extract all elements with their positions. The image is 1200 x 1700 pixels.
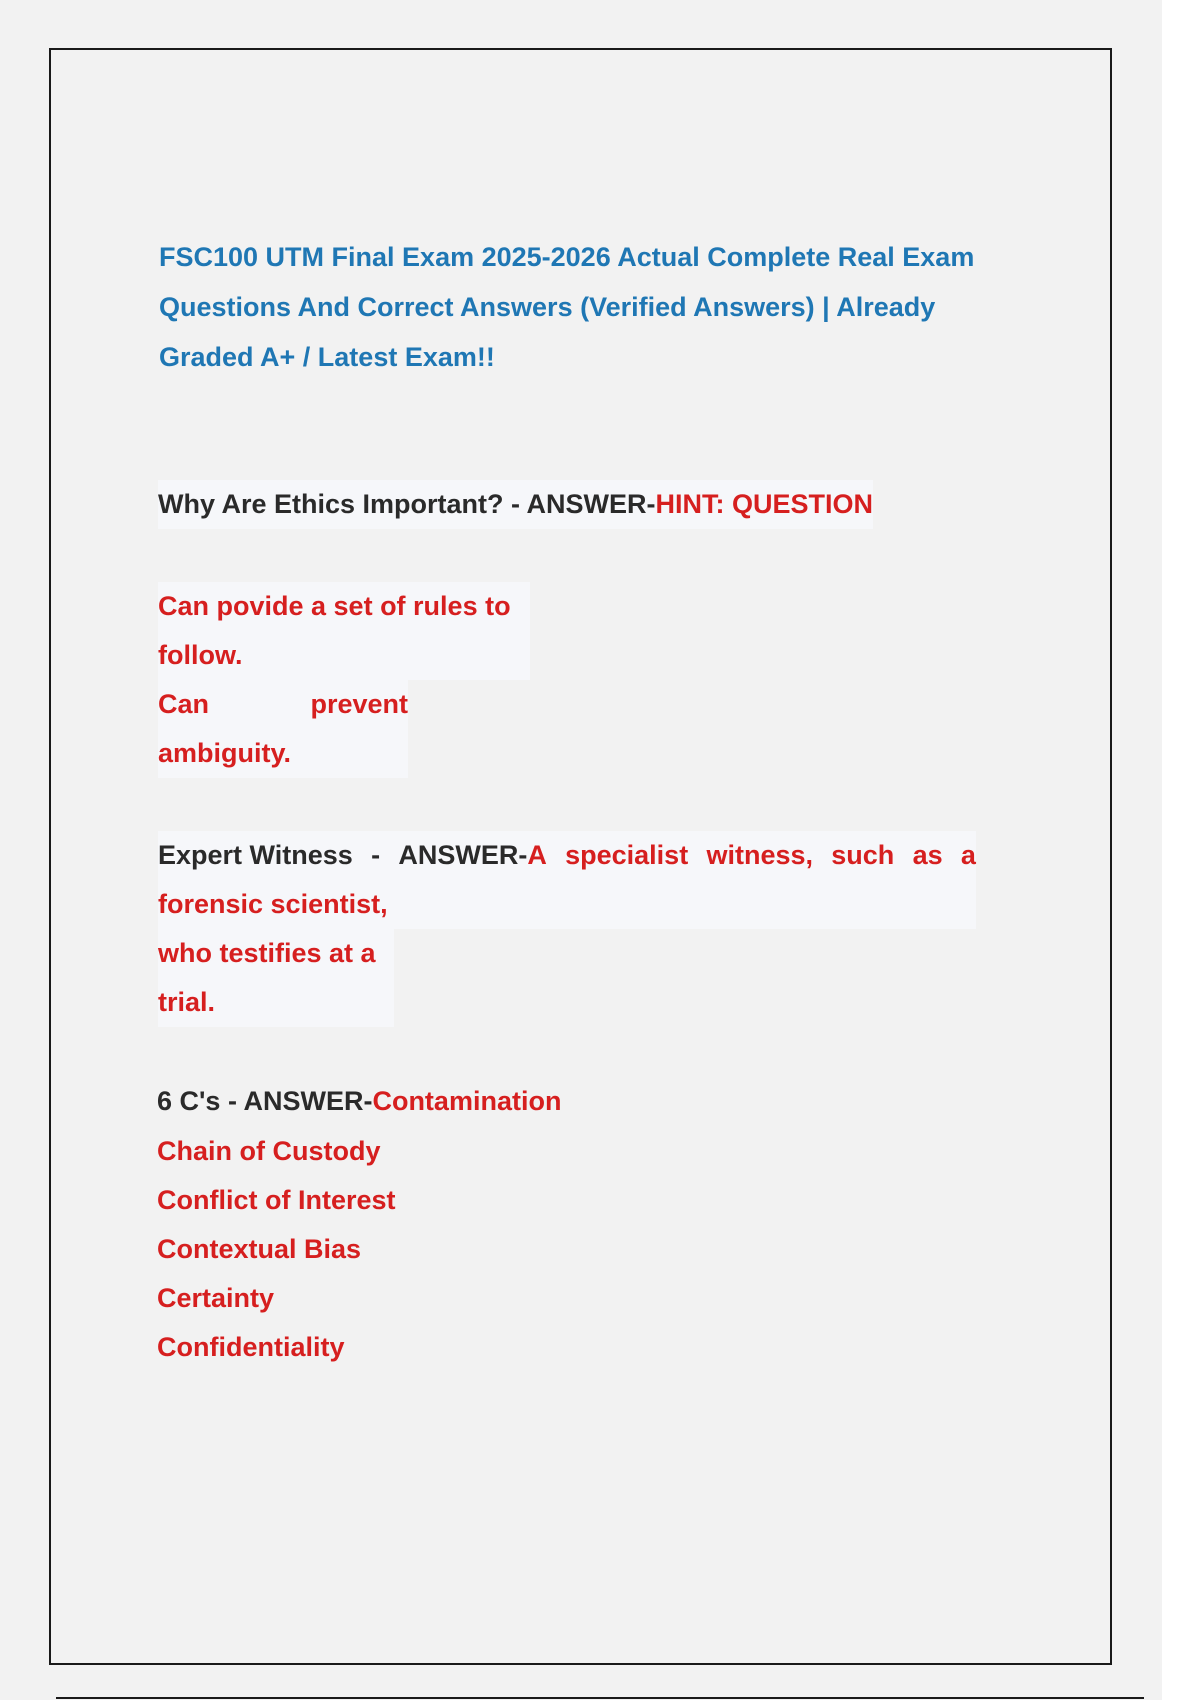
list-item: Conflict of Interest	[157, 1185, 396, 1215]
list-item: Chain of Custody	[157, 1136, 381, 1166]
answer-line: who testifies at a	[158, 938, 376, 968]
answer-six-cs-list	[157, 1127, 396, 1372]
viewer-right-margin	[1162, 0, 1200, 1700]
answer-word: a	[960, 840, 976, 870]
list-item: Certainty	[157, 1283, 275, 1313]
answer-word: witness,	[706, 840, 814, 870]
answer-line: follow.	[158, 640, 243, 670]
answer-block-ambiguity	[158, 680, 408, 778]
question-term: Why Are Ethics Important?	[158, 489, 504, 519]
question-six-cs	[157, 1077, 561, 1126]
answer-word: as	[912, 840, 943, 870]
answer-marker: -	[371, 840, 381, 870]
question-term: 6 C's	[157, 1086, 221, 1116]
document-title: FSC100 UTM Final Exam 2025-2026 Actual Complete Real Exam Questions And Correct Answers (Verified Answers) | Already Graded A+ / Latest Exam!!	[159, 242, 975, 372]
list-item: Contextual Bias	[157, 1234, 362, 1264]
answer-block-rules	[158, 582, 530, 680]
answer-line: trial.	[158, 987, 216, 1017]
answer-line-justified	[158, 680, 408, 729]
answer-ethics	[158, 582, 530, 778]
answer-word: such	[831, 840, 895, 870]
next-page-top-edge	[56, 1697, 1144, 1699]
answer-first-line: Contamination	[372, 1086, 562, 1116]
answer-marker: - ANSWER-	[227, 1086, 373, 1116]
answer-word: prevent	[310, 689, 408, 719]
answer-marker-label: ANSWER-A	[398, 840, 547, 870]
answer-expert-witness	[158, 880, 976, 1027]
question-expert-witness	[158, 831, 976, 880]
answer-first-line: HINT: QUESTION	[655, 489, 874, 519]
question-ethics	[158, 480, 873, 529]
question-term: Expert Witness	[158, 840, 353, 870]
answer-word: specialist	[565, 840, 689, 870]
answer-line: ambiguity.	[158, 738, 292, 768]
answer-line: Can povide a set of rules to	[158, 591, 511, 621]
answer-word: Can	[158, 689, 210, 719]
answer-marker: - ANSWER-	[511, 489, 656, 519]
answer-line: forensic scientist,	[158, 880, 976, 929]
list-item: Confidentiality	[157, 1332, 345, 1362]
answer-block-trial	[158, 929, 394, 1027]
